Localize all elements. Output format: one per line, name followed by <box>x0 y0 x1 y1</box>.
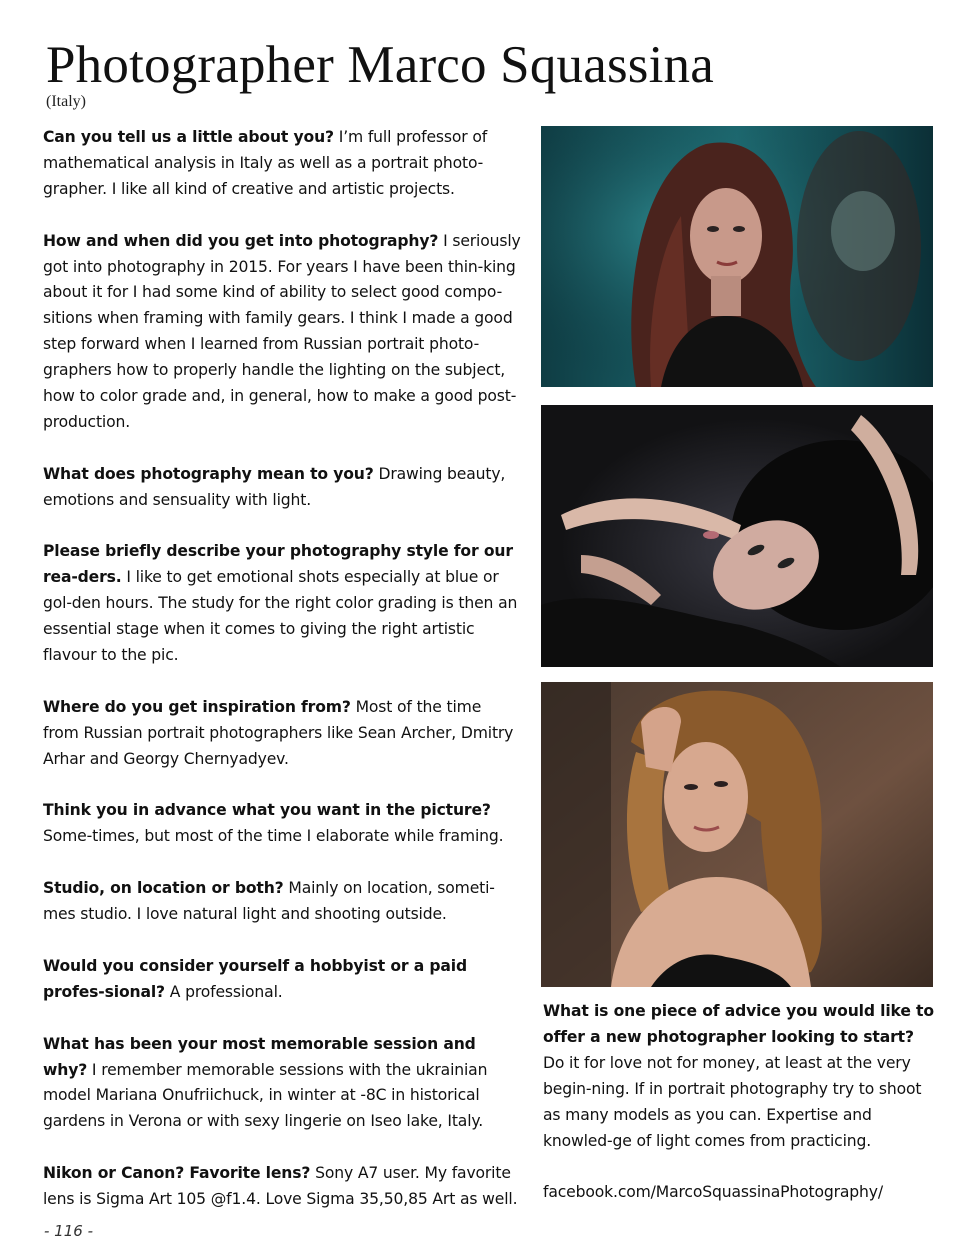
facebook-link[interactable]: facebook.com/MarcoSquassinaPhotography/ <box>543 1183 883 1202</box>
interview-item <box>43 125 521 203</box>
answer: I’m full professor of mathematical analysis in Italy as well as a portrait photo-grapher. I like all kind of creative and artistic projects. <box>43 128 488 198</box>
portrait-photo-1-image <box>541 126 933 387</box>
answer: Sony A7 user. My favorite lens is Sigma Art 105 @f1.4. Love Sigma 35,50,85 Art as well. <box>43 1164 518 1209</box>
portrait-photo-3-image <box>541 682 933 987</box>
interview-item <box>43 539 521 669</box>
interview-item <box>43 229 521 436</box>
interview-item <box>43 798 521 850</box>
question: Nikon or Canon? Favorite lens? <box>43 1164 311 1183</box>
question: Can you tell us a little about you? <box>43 128 334 146</box>
page-title: Photographer Marco Squassina <box>46 36 714 94</box>
interview-column <box>43 125 521 1239</box>
question: Please briefly describe your photography style for our rea-ders. <box>43 542 513 587</box>
interview-item <box>43 1032 521 1136</box>
interview-item <box>43 695 521 773</box>
answer: I like to get emotional shots especially at blue or gol-den hours. The study for the right color grading is then an essential stage when it comes to giving the right artistic flavour to the pic. <box>43 568 518 665</box>
answer: Mainly on location, someti-mes studio. I love natural light and shooting outside. <box>43 879 495 924</box>
question: What has been your most memorable session and why? <box>43 1034 476 1079</box>
interview-item <box>43 462 521 514</box>
answer: I seriously got into photography in 2015. For years I have been thin-king about it for I had some kind of ability to select good compo-sitions when framing with family gears. I think I made a good step forward when I learned from Russian portrait photo-graphers how to properly handle the lighting on the subject, how to color grade and, in general, how to make a good post-production. <box>43 231 521 431</box>
question: Studio, on location or both? <box>43 879 284 898</box>
question: Would you consider yourself a hobbyist or a paid profes-sional? <box>43 956 467 1001</box>
interview-item <box>43 954 521 1006</box>
page-number: - 116 - <box>44 1222 93 1240</box>
advice-column <box>543 999 935 1206</box>
portrait-photo-1 <box>541 126 933 387</box>
question: How and when did you get into photography? <box>43 231 439 250</box>
answer: A professional. <box>164 982 283 1001</box>
advice-item <box>543 999 935 1154</box>
answer: Some-times, but most of the time I elaborate while framing. <box>43 827 504 846</box>
answer: I remember memorable sessions with the ukrainian model Mariana Onufriichuck, in winter at -8C in historical gardens in Verona or with sexy lingerie on Iseo lake, Italy. <box>43 1060 488 1131</box>
portrait-photo-2 <box>541 405 933 667</box>
answer: Drawing beauty, emotions and sensuality with light. <box>43 464 506 509</box>
question: What does photography mean to you? <box>43 464 374 483</box>
advice-question: What is one piece of advice you would like to offer a new photographer looking to start? <box>543 1002 934 1046</box>
question: Think you in advance what you want in the picture? <box>43 801 491 820</box>
interview-item <box>43 876 521 928</box>
interview-item <box>43 1161 521 1213</box>
answer: Most of the time from Russian portrait photographers like Sean Archer, Dmitry Arhar and Georgy Chernyadyev. <box>43 697 514 768</box>
advice-answer: Do it for love not for money, at least at the very begin-ning. If in portrait photography try to shoot as many models as you can. Expertise and knowled-ge of light comes from practicing. <box>543 1053 922 1150</box>
question: Where do you get inspiration from? <box>43 697 351 716</box>
portrait-photo-3 <box>541 682 933 987</box>
page-subtitle: (Italy) <box>46 93 86 110</box>
portrait-photo-2-image <box>541 405 933 667</box>
